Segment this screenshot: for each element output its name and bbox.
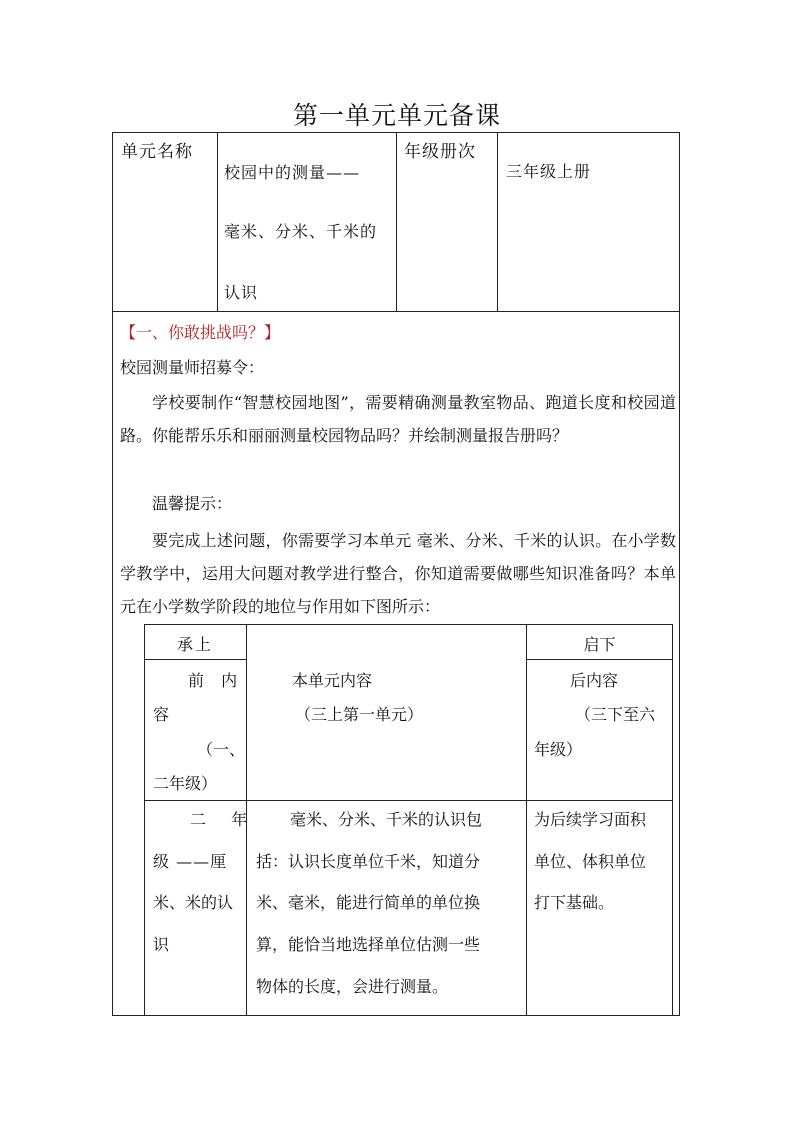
next-detail-2: 单位、体积单位 bbox=[534, 852, 647, 871]
heading-bracket-close: 】 bbox=[264, 323, 281, 342]
divider bbox=[144, 800, 673, 801]
unit-name-line-3: 认识 bbox=[224, 283, 259, 302]
current-detail-3: 米、毫米，能进行简单的单位换 bbox=[256, 893, 481, 912]
prev-label-2: 容 bbox=[153, 705, 170, 724]
heading-text: 一、你敢挑战吗？ bbox=[136, 323, 265, 342]
current-detail-4: 算，能恰当地选择单位估测一些 bbox=[256, 935, 481, 954]
grade-value: 三年级上册 bbox=[506, 162, 592, 181]
unit-name-label: 单元名称 bbox=[121, 142, 193, 162]
section-heading bbox=[120, 316, 676, 349]
divider bbox=[497, 132, 498, 311]
next-label: 后内容 bbox=[570, 671, 619, 690]
next-sub-1: （三下至六 bbox=[575, 705, 656, 724]
prev-header: 承上 bbox=[176, 635, 213, 654]
prev-detail-3: 米、米的认 bbox=[153, 893, 234, 912]
divider bbox=[217, 132, 218, 311]
grade-label: 年级册次 bbox=[404, 142, 476, 162]
unit-name-line-2: 毫米、分米、千米的 bbox=[224, 222, 378, 241]
recruit-paragraph: 学校要制作“智慧校园地图”，需要精确测量教室物品、跑道长度和校园道路。你能帮乐乐和丽丽测量校园物品吗？并绘制测量报告册吗？ bbox=[120, 393, 676, 445]
prev-detail-2: 级 ——厘 bbox=[153, 852, 228, 871]
current-sub: （三上第一单元） bbox=[295, 705, 424, 724]
recruit-title: 校园测量师招募令： bbox=[120, 358, 265, 377]
divider bbox=[526, 624, 527, 1016]
prev-detail-1: 二 年 bbox=[190, 810, 258, 829]
next-detail-3: 打下基础。 bbox=[534, 893, 615, 912]
next-detail-1: 为后续学习面积 bbox=[534, 810, 647, 829]
page-title: 第一单元单元备课 bbox=[292, 101, 501, 130]
prev-label-1: 前 内 bbox=[188, 671, 244, 690]
current-detail-1: 毫米、分米、千米的认识包 bbox=[290, 810, 483, 829]
prev-label-4: 二年级） bbox=[153, 774, 218, 793]
next-sub-2: 年级） bbox=[534, 740, 583, 759]
current-detail-5: 物体的长度，会进行测量。 bbox=[256, 977, 449, 996]
divider bbox=[112, 311, 680, 312]
next-header: 启下 bbox=[583, 635, 616, 654]
heading-bracket-open: 【 bbox=[120, 323, 137, 342]
current-detail-2: 括：认识长度单位千米，知道分 bbox=[256, 852, 481, 871]
unit-name-line-1: 校园中的测量—— bbox=[224, 163, 361, 182]
prev-label-3: （一、 bbox=[197, 740, 246, 759]
current-label: 本单元内容 bbox=[292, 671, 373, 690]
tips-title: 温馨提示： bbox=[152, 494, 233, 513]
divider bbox=[396, 132, 397, 311]
prev-detail-4: 识 bbox=[153, 935, 170, 954]
tips-paragraph: 要完成上述问题，你需要学习本单元 毫米、分米、千米的认识。在小学数学教学中，运用大问题对教学进行整合，你知道需要做哪些知识准备吗？本单元在小学数学阶段的地位与作用如下图所示： bbox=[120, 531, 676, 616]
